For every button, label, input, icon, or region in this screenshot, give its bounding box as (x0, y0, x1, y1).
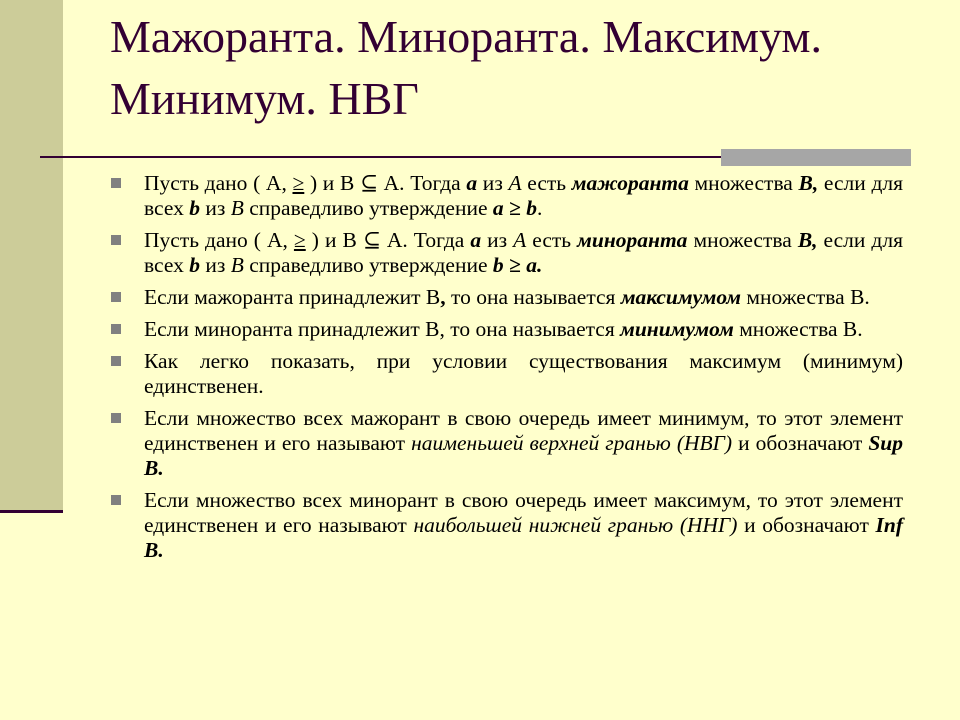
term-sup: наименьшей верхней гранью (НВГ) (411, 431, 733, 455)
term-maximum: максимумом (620, 285, 741, 309)
term-minimum: минимумом (620, 317, 734, 341)
bullet-maximum: Если мажоранта принадлежит В, то она называется максимумом множества В. (110, 285, 903, 310)
bullet-list (110, 171, 903, 570)
bullet-uniqueness: Как легко показать, при условии существования максимум (минимум) единственен. (110, 349, 903, 399)
square-bullet-icon (111, 356, 121, 366)
bullet-minimum: Если миноранта принадлежит В, то она называется минимумом множества В. (110, 317, 903, 342)
bullet-infimum: Если множество всех минорант в свою очередь имеет максимум, то этот элемент единственен и его называют наибольшей нижней гранью (ННГ) и обозначают Inf B. (110, 488, 903, 563)
bullet-majorant: Пусть дано ( А, ≥ ) и В ⊆ А. Тогда a из А есть мажоранта множества В, если для всех b из В справедливо утверждение a ≥ b. (110, 171, 903, 221)
square-bullet-icon (111, 235, 121, 245)
square-bullet-icon (111, 292, 121, 302)
slide-title-line1: Мажоранта. Миноранта. Максимум. (110, 11, 822, 62)
slide-title-line2: Минимум. НВГ (110, 73, 419, 124)
left-decor-bar (0, 0, 63, 512)
bullet-supremum: Если множество всех мажорант в свою очередь имеет минимум, то этот элемент единственен и его называют наименьшей верхней гранью (НВГ) и обозначают Sup B. (110, 406, 903, 481)
title-rule-accent (721, 149, 911, 166)
square-bullet-icon (111, 495, 121, 505)
square-bullet-icon (111, 324, 121, 334)
term-minorant: миноранта (577, 228, 688, 252)
term-inf: наибольшей нижней гранью (ННГ) (413, 513, 738, 537)
term-majorant: мажоранта (571, 171, 689, 195)
square-bullet-icon (111, 178, 121, 188)
square-bullet-icon (111, 413, 121, 423)
left-decor-bar-rule (0, 510, 63, 513)
slide-title (110, 6, 940, 130)
bullet-minorant: Пусть дано ( А, ≥ ) и В ⊆ А. Тогда a из А есть миноранта множества В, если для всех b из В справедливо утверждение b ≥ a. (110, 228, 903, 278)
